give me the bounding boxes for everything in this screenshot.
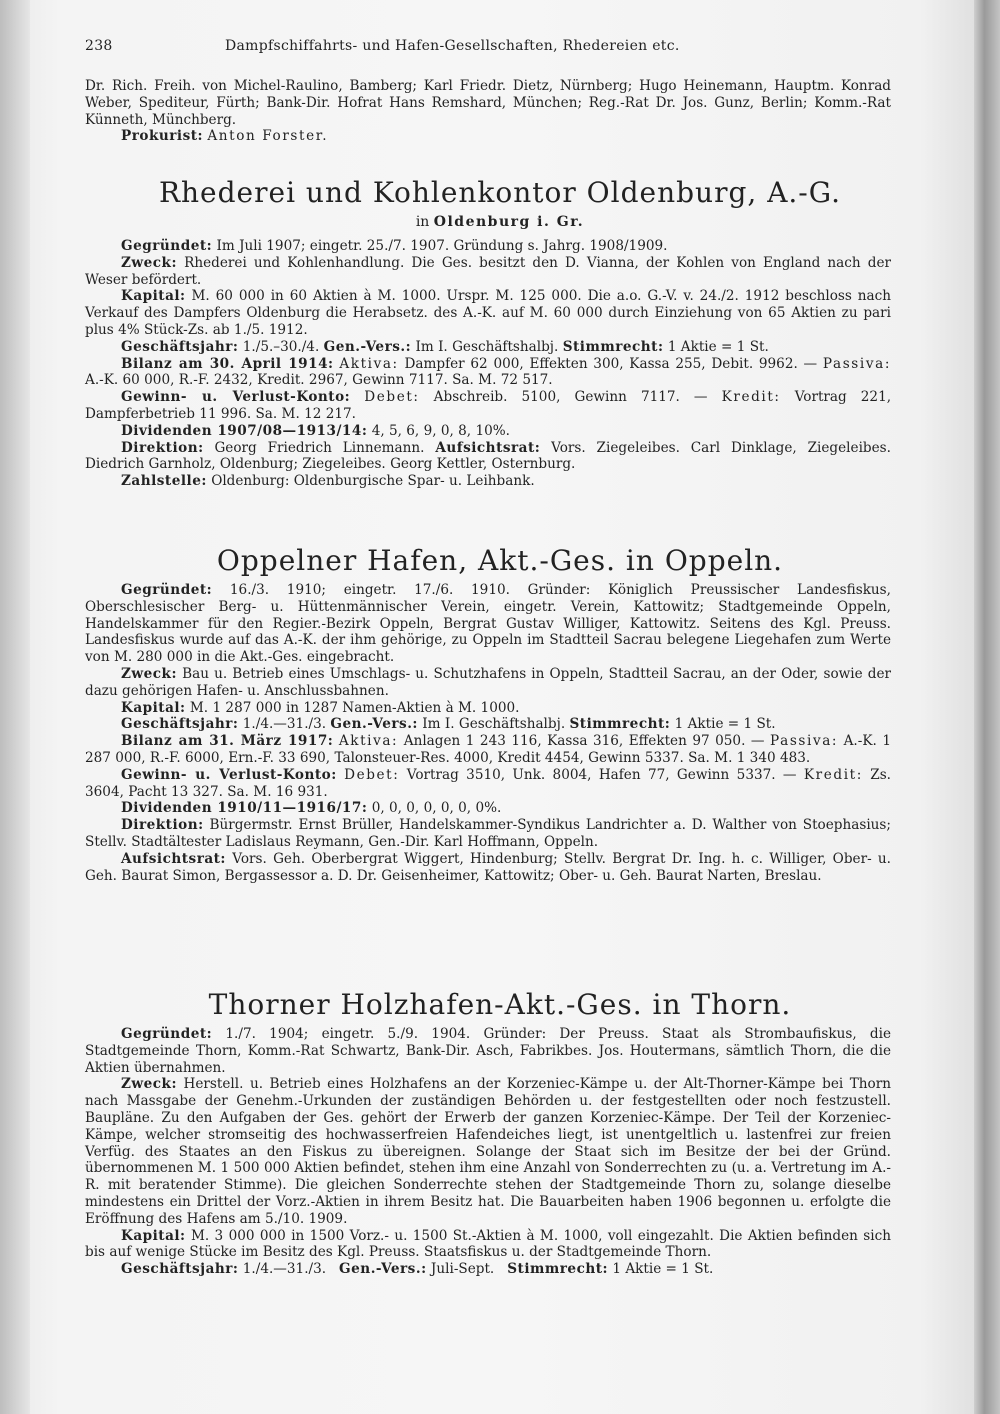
passiva-label: Passiva: <box>770 733 839 750</box>
dividenden-label: Dividenden 1910/11—1916/17: <box>121 800 368 817</box>
guv-label: Gewinn- u. Verlust-Konto: <box>121 766 337 783</box>
section-body-rhederei: Gegründet: Im Juli 1907; eingetr. 25./7. 1907. Gründung s. Jahrg. 1908/1909. Zweck: Rhederei und Kohlenhandlung. Die Ges. besitzt den D. Vianna, der Kohlen von England nach der Weser befördert. Kapital: M. 60 000 in 60 Aktien à M. 1000. Urspr. M. 125 000. Die a.o. G.-V. v. 24./2. 1912 beschloss nach Verkauf des Dampfers Oldenburg die Herabsetz. des A.-K. auf M. 60 000 durch Einziehung von 65 Aktien zu pari plus 4% Stück-Zs. ab 1./5. 1912. Geschäftsjahr: 1./5.–30./4. Gen.-Vers.: Im I. Geschäftshalbj. Stimmrecht: 1 Aktie = 1 St. Bilanz am 30. April 1914: Aktiva: Dampfer 62 000, Effekten 300, Kassa 255, Debit. 9962. — Passiva: A.-K. 60 000, R.-F. 2432, Kredit. 2967, Gewinn 7117. Sa. M. 72 517. Gewinn- u. Verlust-Konto: Debet: Abschreib. 5100, Gewinn 7117. — Kredit: Vortrag 221, Dampferbetrieb 11 996. Sa. M. 12 217. Dividenden 1907/08—1913/14: 4, 5, 6, 9, 0, 8, 10%. Direktion: Georg Friedrich Linnemann. Aufsichtsrat: Vors. Ziegeleibes. Carl Dinklage, Ziegeleibes. Diedrich Garnholz, Oldenburg; Ziegeleibes. Georg Kettler, Osternburg. Zahlstelle: Oldenburg: Oldenburgische Spar- u. Leihbank. <box>85 238 892 490</box>
prokurist-label: Prokurist: <box>121 128 204 145</box>
kapital-value: M. 1 287 000 in 1287 Namen-Aktien à M. 1000. <box>189 699 520 716</box>
kapital-value: M. 3 000 000 in 1500 Vorz.- u. 1500 St.-Aktien à M. 1000, voll eingezahlt. Die Aktien befinden sich bis auf wenige Stücke im Besitz des Kgl. Preuss. Staatsfiskus u. der Stadtgemeinde Thorn. <box>85 1227 891 1261</box>
geschaeftsjahr-label: Geschäftsjahr: <box>121 1261 239 1278</box>
gegruendet-label: Gegründet: <box>121 582 213 598</box>
aktiva-value: Anlagen 1 243 116, Kassa 316, Effekten 97 050. — <box>403 733 765 750</box>
page-left-edge <box>0 0 30 1414</box>
passiva-label: Passiva: <box>822 355 891 372</box>
dividenden-value: 4, 5, 6, 9, 0, 8, 10%. <box>371 422 510 439</box>
aufsichtsrat-value: Vors. Geh. Oberbergrat Wiggert, Hindenburg; Stellv. Bergrat Dr. Ing. h. c. Williger, Ober- u. Geh. Baurat Simon, Bergassessor a. D. Dr. Geisenheimer, Kattowitz; Ober- u. Geh. Baurat Narten, Breslau. <box>85 850 892 884</box>
kapital-label: Kapital: <box>121 699 186 716</box>
kredit-label: Kredit: <box>721 389 781 406</box>
subtitle-in: in <box>415 214 430 230</box>
subtitle-place: Oldenburg i. Gr. <box>433 214 585 230</box>
stimmrecht-value: 1 Aktie = 1 St. <box>674 716 776 733</box>
prev-entry-continuation <box>85 78 891 145</box>
genvers-label: Gen.-Vers.: <box>339 1261 427 1278</box>
geschaeftsjahr-label: Geschäftsjahr: <box>121 338 239 355</box>
genvers-value: Im I. Geschäftshalbj. <box>415 338 559 355</box>
genvers-value: Im I. Geschäftshalbj. <box>422 716 566 733</box>
kredit-label: Kredit: <box>803 766 863 783</box>
section-title-thorn: Thorner Holzhafen-Akt.-Ges. in Thorn. <box>208 988 792 1021</box>
direktion-label: Direktion: <box>121 439 204 456</box>
stimmrecht-value: 1 Aktie = 1 St. <box>667 338 769 355</box>
gegruendet-value: Im Juli 1907; eingetr. 25./7. 1907. Gründung s. Jahrg. 1908/1909. <box>216 238 668 254</box>
debet-label: Debet: <box>344 766 400 783</box>
geschaeftsjahr-value: 1./5.–30./4. <box>242 338 320 355</box>
geschaeftsjahr-value: 1./4.—31./3. <box>242 716 327 733</box>
debet-value: Vortrag 3510, Unk. 8004, Hafen 77, Gewinn 5337. — <box>406 766 797 783</box>
passiva-value: A.-K. 1 287 000, R.-F. 6000, Ern.-F. 33 690, Talonsteuer-Res. 4000, Kredit 4454, Gewinn 5337. Sa. M. 1 340 483. <box>85 733 891 766</box>
guv-label: Gewinn- u. Verlust-Konto: <box>121 389 351 406</box>
zahlstelle-label: Zahlstelle: <box>121 473 207 490</box>
section-body-oppeln <box>85 582 891 884</box>
kapital-value: M. 60 000 in 60 Aktien à M. 1000. Urspr. M. 125 000. Die a.o. G.-V. v. 24./2. 1912 beschloss nach Verkauf des Dampfers Oldenburg die Herabsetz. des A.-K. auf M. 60 000 durch Einziehung von 65 Aktien zu pari plus 4% Stück-Zs. ab 1./5. 1912. <box>85 288 891 338</box>
debet-label: Debet: <box>364 389 420 406</box>
gegruendet-label: Gegründet: <box>121 238 213 254</box>
section-title-rhederei: Rhederei und Kohlenkontor Oldenburg, A.-G. <box>158 176 842 209</box>
running-title: Dampfschiffahrts- und Hafen-Gesellschaften, Rhedereien etc. <box>225 38 680 54</box>
kredit-value: Zs. 3604, Pacht 13 327. Sa. M. 16 931. <box>85 766 891 800</box>
aktiva-label: Aktiva: <box>339 355 399 372</box>
section-body-thorn <box>85 1026 891 1278</box>
aufsichtsrat-label: Aufsichtsrat: <box>121 850 226 867</box>
direktion-label: Direktion: <box>121 817 204 834</box>
zweck-label: Zweck: <box>121 665 177 682</box>
zweck-label: Zweck: <box>121 1076 177 1093</box>
passiva-value: A.-K. 60 000, R.-F. 2432, Kredit. 2967, Gewinn 7117. Sa. M. 72 517. <box>85 372 553 389</box>
gegruendet-value: 1./7. 1904; eingetr. 5./9. 1904. Gründer: Der Preuss. Staat als Strombaufiskus, die Stadtgemeinde Thorn, Komm.-Rat Schwartz, Bank-Dir. Asch, Fabrikbes. Jos. Houtermans, sämtlich Thorn, die die Aktien übernahmen. <box>85 1026 891 1076</box>
dividenden-value: 0, 0, 0, 0, 0, 0, 0%. <box>371 800 502 817</box>
genvers-label: Gen.-Vers.: <box>330 716 418 733</box>
kapital-label: Kapital: <box>121 288 186 305</box>
aufsichtsrat-label: Aufsichtsrat: <box>435 439 541 456</box>
zahlstelle-value: Oldenburg: Oldenburgische Spar- u. Leihbank. <box>211 473 535 490</box>
stimmrecht-label: Stimmrecht: <box>569 716 671 733</box>
running-header <box>85 38 885 60</box>
gegruendet-label: Gegründet: <box>121 1026 213 1042</box>
genvers-label: Gen.-Vers.: <box>323 338 412 355</box>
page-number: 238 <box>85 38 113 54</box>
page-right-edge <box>974 0 1000 1414</box>
zweck-value: Bau u. Betrieb eines Umschlags- u. Schutzhafens in Oppeln, Stadtteil Sacrau, an der Oder, sowie der dazu gehörigen Hafen- u. Anschlussbahnen. <box>85 665 892 699</box>
section-title-oppeln: Oppelner Hafen, Akt.-Ges. in Oppeln. <box>216 544 784 577</box>
dividenden-label: Dividenden 1907/08—1913/14: <box>121 422 368 439</box>
aktiva-label: Aktiva: <box>338 733 399 750</box>
gegruendet-value: 16./3. 1910; eingetr. 17./6. 1910. Gründer: Königlich Preussischer Landesfiskus, Oberschlesischer Berg- u. Hüttenmännischer Verein, eingetr. Verein, Kattowitz; Stadtgemeinde Oppeln, Handelskammer für den Regier.-Bezirk Oppeln, Bergrat Gustav Williger, Kattowitz. Seitens des Kgl. Preuss. Landesfiskus wurde auf das A.-K. der ihm gehörige, zu Oppeln im Stadtteil Sacrau belegene Liegehafen zum Werte von M. 280 000 in die Akt.-Ges. eingebracht. <box>85 582 891 666</box>
debet-value: Abschreib. 5100, Gewinn 7117. — <box>433 389 708 406</box>
zweck-value: Herstell. u. Betrieb eines Holzhafens an der Korzeniec-Kämpe u. der Alt-Thorner-Kämpe bei Thorn nach Massgabe der Genehm.-Urkunden der zuständigen Behörden u. der festgestellten oder noch festzustell. Baupläne. Zu den Aufgaben der Ges. gehört der Erwerb der ganzen Korzeniec-Kämpe. Der Teil der Korzeniec-Kämpe, welcher stromseitig des hochwasserfreien Hafendeiches liegt, ist unentgeltlich u. lastenfrei zur freien Verfüg. des Staates an den Fiskus zu übereignen. Solange der Staat sich im Besitze der bei der Gründ. übernommenen M. 1 500 000 Aktien befindet, stehen ihm eine Anzahl von Sonderrechten zu (u. a. Vertretung im A.-R. mit beratender Stimme). Die gleichen Sonderrechte stehen der Stadtgemeinde Thorn zu, solange dieselbe mindestens ein Drittel der Vorz.-Aktien in ihrem Besitz hat. Die Bauarbeiten haben 1906 begonnen u. erfolgte die Eröffnung des Hafens am 5./10. 1909. <box>85 1076 891 1227</box>
stimmrecht-value: 1 Aktie = 1 St. <box>612 1261 714 1278</box>
prev-entry-text: Dr. Rich. Freih. von Michel-Raulino, Bamberg; Karl Friedr. Dietz, Nürnberg; Hugo Heinemann, Hauptm. Konrad Weber, Spediteur, Fürth; Bank-Dir. Hofrat Hans Remshard, München; Reg.-Rat Dr. Jos. Gunz, Berlin; Komm.-Rat Künneth, Münchberg. <box>85 78 891 128</box>
section-subtitle-rhederei <box>0 214 1000 230</box>
zweck-label: Zweck: <box>121 254 177 271</box>
bilanz-label: Bilanz am 30. April 1914: <box>121 355 334 372</box>
bilanz-label: Bilanz am 31. März 1917: <box>121 733 334 750</box>
prokurist-value: Anton Forster. <box>207 128 329 145</box>
aktiva-value: Dampfer 62 000, Effekten 300, Kassa 255, Debit. 9962. <box>404 355 798 372</box>
zweck-value: Rhederei und Kohlenhandlung. Die Ges. besitzt den D. Vianna, der Kohlen von England nach der Weser befördert. <box>85 254 891 288</box>
geschaeftsjahr-value: 1./4.—31./3. <box>242 1261 327 1278</box>
stimmrecht-label: Stimmrecht: <box>507 1261 609 1278</box>
genvers-value: Juli-Sept. <box>430 1261 495 1278</box>
direktion-value: Bürgermstr. Ernst Brüller, Handelskammer-Syndikus Landrichter a. D. Walther von Stoephasius; Stellv. Stadtältester Ladislaus Reymann, Gen.-Dir. Karl Hoffmann, Oppeln. <box>85 817 891 850</box>
stimmrecht-label: Stimmrecht: <box>562 338 664 355</box>
kredit-value: Vortrag 221, Dampferbetrieb 11 996. Sa. M. 12 217. <box>85 389 892 422</box>
geschaeftsjahr-label: Geschäftsjahr: <box>121 716 239 733</box>
kapital-label: Kapital: <box>121 1227 186 1244</box>
aufsichtsrat-value: Vors. Ziegeleibes. Carl Dinklage, Ziegeleibes. Diedrich Garnholz, Oldenburg; Ziegeleibes. Georg Kettler, Osternburg. <box>85 439 891 473</box>
direktion-value: Georg Friedrich Linnemann. <box>214 439 425 456</box>
